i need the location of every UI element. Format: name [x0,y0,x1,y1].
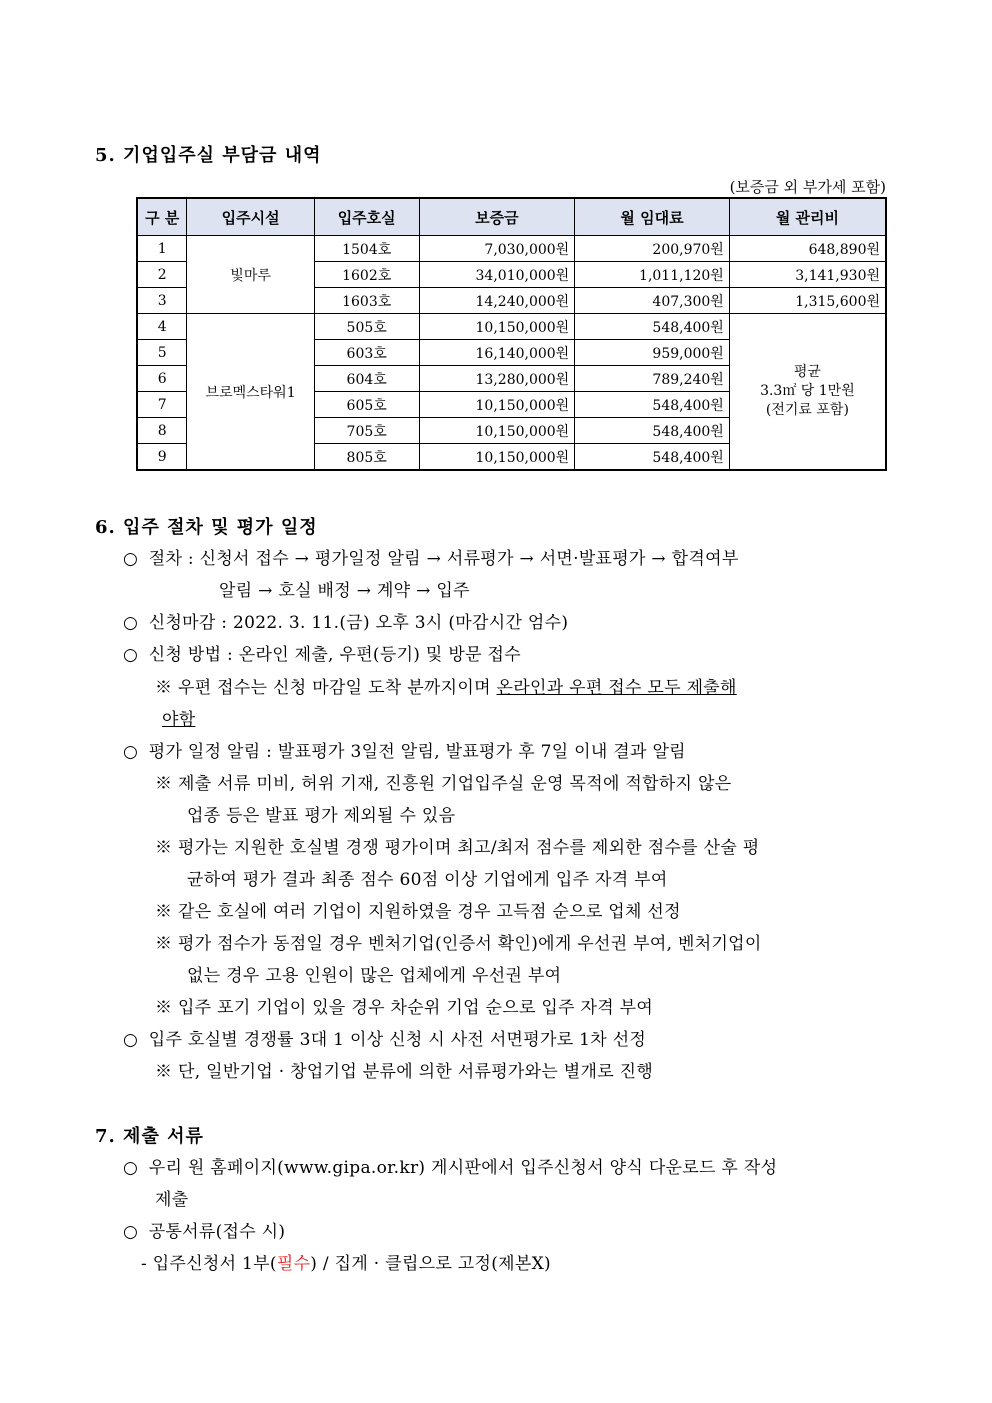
bullet-circle: ○ [123,1222,139,1242]
ref-mark: ※ [155,902,173,922]
eval-note-4-cont: 없는 경우 고용 인원이 많은 업체에게 우선권 부여 [187,966,562,986]
ref-mark: ※ [155,998,173,1018]
eval-note-4 [155,929,762,954]
ref-mark: ※ [155,678,173,698]
eval-note-3 [155,897,681,922]
eval-note-2-text: 평가는 지원한 호실별 경쟁 평가이며 최고/최저 점수를 제외한 점수를 산술 평 [178,838,760,858]
method-note [155,673,737,698]
bullet-circle: ○ [123,645,139,665]
bullet-circle: ○ [123,613,139,633]
rent-cell: 548,400원 [575,418,730,444]
procedure-line [123,544,739,569]
eval-note-2 [155,833,759,858]
eval-note-2-cont: 균하여 평가 결과 최종 점수 60점 이상 기업에게 입주 자격 부여 [187,870,668,890]
competition-note-text: 단, 일반기업 · 창업기업 분류에 의한 서류평가와는 별개로 진행 [178,1062,654,1082]
mgmt-cell: 648,890원 [729,236,886,262]
room-cell: 1504호 [314,236,419,262]
room-cell: 805호 [314,444,419,471]
table-row [137,236,886,262]
docs-line-3 [141,1249,551,1274]
competition-line [123,1025,646,1050]
docs-line-1-text: 우리 원 홈페이지(www.gipa.or.kr) 게시판에서 입주신청서 양식 다운로드 후 작성 [148,1158,778,1178]
rent-cell: 548,400원 [575,392,730,418]
deadline-text: 신청마감 : 2022. 3. 11.(금) 오후 3시 (마감시간 엄수) [148,613,569,633]
docs-line-2 [123,1217,285,1242]
row-number: 1 [137,236,187,262]
docs-line-3-pre: - 입주신청서 1부( [141,1254,277,1274]
facility-cell: 빛마루 [187,236,314,314]
header-cell: 입주시설 [187,198,314,236]
competition-text: 입주 호실별 경쟁률 3대 1 이상 신청 시 사전 서면평가로 1차 선정 [148,1030,647,1050]
rent-cell: 200,970원 [575,236,730,262]
row-number: 6 [137,366,187,392]
method-note-text: 우편 접수는 신청 마감일 도착 분까지이며 [178,678,497,698]
rent-cell: 789,240원 [575,366,730,392]
mgmt-merged-line: 평균 [793,364,821,380]
docs-line-1-cont: 제출 [155,1190,189,1210]
eval-note-5 [155,993,653,1018]
facility-cell: 브로멕스타워1 [187,314,314,471]
docs-line-1 [123,1153,777,1178]
deposit-cell: 14,240,000원 [419,288,575,314]
row-number: 2 [137,262,187,288]
ref-mark: ※ [155,774,173,794]
row-number: 8 [137,418,187,444]
deadline-line [123,608,568,633]
eval-note-5-text: 입주 포기 기업이 있을 경우 차순위 기업 순으로 입주 자격 부여 [178,998,654,1018]
mgmt-merged-cell [729,314,886,471]
bullet-circle: ○ [123,1158,139,1178]
mgmt-merged-line: (전기료 포함) [765,402,849,418]
row-number: 3 [137,288,187,314]
rent-cell: 959,000원 [575,340,730,366]
room-cell: 604호 [314,366,419,392]
row-number: 9 [137,444,187,471]
ref-mark: ※ [155,1062,173,1082]
method-note-underline-cont: 야함 [162,710,196,730]
mgmt-merged-line: 3.3㎡ 당 1만원 [760,383,855,399]
row-number: 5 [137,340,187,366]
eval-schedule-line [123,737,686,762]
deposit-cell: 10,150,000원 [419,418,575,444]
method-line [123,640,521,665]
header-cell: 보증금 [419,198,575,236]
row-number: 4 [137,314,187,340]
deposit-cell: 16,140,000원 [419,340,575,366]
section7-title: 7. 제출 서류 [95,1126,204,1147]
eval-note-1 [155,769,731,794]
docs-line-3-post: ) / 집게 · 클립으로 고정(제본X) [310,1254,551,1274]
rent-cell: 407,300원 [575,288,730,314]
header-cell: 구 분 [137,198,187,236]
ref-mark: ※ [155,934,173,954]
deposit-cell: 10,150,000원 [419,444,575,471]
procedure-line-cont: 알림 → 호실 배정 → 계약 → 입주 [219,581,470,601]
procedure-text: 절차 : 신청서 접수 → 평가일정 알림 → 서류평가 → 서면·발표평가 → 합격여부 [148,549,739,569]
header-cell: 월 임대료 [575,198,730,236]
mgmt-cell: 3,141,930원 [729,262,886,288]
bullet-circle: ○ [123,549,139,569]
rent-cell: 1,011,120원 [575,262,730,288]
room-cell: 505호 [314,314,419,340]
header-cell: 입주호실 [314,198,419,236]
eval-note-4-text: 평가 점수가 동점일 경우 벤처기업(인증서 확인)에게 우선권 부여, 벤처기업이 [178,934,762,954]
rent-cell: 548,400원 [575,314,730,340]
eval-schedule-text: 평가 일정 알림 : 발표평가 3일전 알림, 발표평가 후 7일 이내 결과 알림 [148,742,686,762]
table-row [137,314,886,340]
room-cell: 1603호 [314,288,419,314]
room-cell: 605호 [314,392,419,418]
fee-table [136,197,887,471]
bullet-circle: ○ [123,742,139,762]
vat-note: (보증금 외 부가세 포함) [729,178,886,196]
table-header-row [137,198,886,236]
deposit-cell: 13,280,000원 [419,366,575,392]
required-mark: 필수 [276,1254,311,1274]
rent-cell: 548,400원 [575,444,730,471]
eval-note-1-cont: 업종 등은 발표 평가 제외될 수 있음 [187,806,456,826]
room-cell: 603호 [314,340,419,366]
method-text: 신청 방법 : 온라인 제출, 우편(등기) 및 방문 접수 [148,645,521,665]
method-note-underline: 온라인과 우편 접수 모두 제출해 [496,678,737,698]
section5-title: 5. 기업입주실 부담금 내역 [95,145,322,166]
deposit-cell: 7,030,000원 [419,236,575,262]
docs-line-2-text: 공통서류(접수 시) [148,1222,286,1242]
header-cell: 월 관리비 [729,198,886,236]
deposit-cell: 10,150,000원 [419,392,575,418]
section6-title: 6. 입주 절차 및 평가 일정 [95,517,318,538]
row-number: 7 [137,392,187,418]
bullet-circle: ○ [123,1030,139,1050]
room-cell: 1602호 [314,262,419,288]
ref-mark: ※ [155,838,173,858]
deposit-cell: 34,010,000원 [419,262,575,288]
eval-note-3-text: 같은 호실에 여러 기업이 지원하였을 경우 고득점 순으로 업체 선정 [178,902,681,922]
mgmt-cell: 1,315,600원 [729,288,886,314]
deposit-cell: 10,150,000원 [419,314,575,340]
room-cell: 705호 [314,418,419,444]
competition-note [155,1057,653,1082]
eval-note-1-text: 제출 서류 미비, 허위 기재, 진흥원 기업입주실 운영 목적에 적합하지 않은 [178,774,732,794]
